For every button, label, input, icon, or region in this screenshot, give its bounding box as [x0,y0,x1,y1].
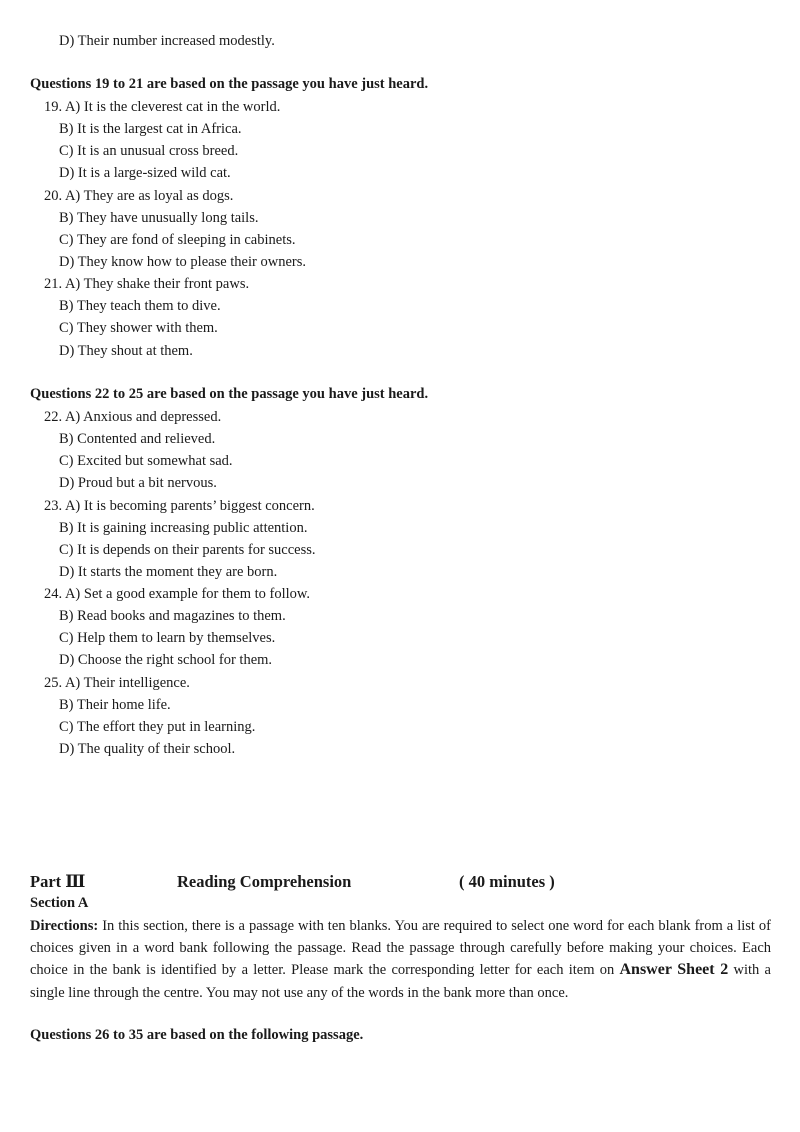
question-23-option-c: C) It is depends on their parents for success. [59,542,316,558]
question-22-option-d: D) Proud but a bit nervous. [59,475,217,491]
question-23-option-d: D) It starts the moment they are born. [59,564,278,580]
question-19-option-d: D) It is a large-sized wild cat. [59,165,231,181]
question-25-option-c: C) The effort they put in learning. [59,719,256,735]
question-23-option-b: B) It is gaining increasing public attention. [59,520,308,536]
section-heading: Section A [30,895,89,911]
question-19-option-b: B) It is the largest cat in Africa. [59,121,242,137]
group1-heading: Questions 19 to 21 are based on the passage you have just heard. [30,76,429,92]
question-19-option-c: C) It is an unusual cross breed. [59,143,239,159]
part-time: ( 40 minutes ) [459,872,555,891]
question-24-option-a: 24. A) Set a good example for them to follow. [44,586,311,602]
passage-heading: Questions 26 to 35 are based on the following passage. [30,1027,364,1043]
question-20-option-b: B) They have unusually long tails. [59,210,259,226]
directions-tail: with a single line through the centre. You may not use any of the words in the bank more than once. [30,962,771,1001]
answer-sheet-label: Answer Sheet 2 [619,961,729,979]
question-25-option-b: B) Their home life. [59,697,171,713]
question-22-option-c: C) Excited but somewhat sad. [59,453,233,469]
question-23-option-a: 23. A) It is becoming parents’ biggest concern. [44,498,315,514]
question-25-option-d: D) The quality of their school. [59,741,236,757]
group2-heading: Questions 22 to 25 are based on the passage you have just heard. [30,386,429,402]
question-24-option-c: C) Help them to learn by themselves. [59,630,276,646]
question-18-option-d: D) Their number increased modestly. [59,33,275,49]
question-20-option-d: D) They know how to please their owners. [59,254,306,270]
part-label: Part Ⅲ [30,872,86,891]
question-20-option-c: C) They are fond of sleeping in cabinets. [59,232,296,248]
question-25-option-a: 25. A) Their intelligence. [44,675,190,691]
question-19-option-a: 19. A) It is the cleverest cat in the world. [44,99,281,115]
question-21-option-b: B) They teach them to dive. [59,298,221,314]
directions-text: In this section, there is a passage with ten blanks. You are required to select one word for each blank from a list of choices given in a word bank following the passage. Read the passage through carefully before making your choices. Each choice in the bank is identified by a letter. Please mark the corresponding letter for each item on [30,918,771,979]
question-22-option-b: B) Contented and relieved. [59,431,216,447]
question-21-option-c: C) They shower with them. [59,320,218,336]
directions-paragraph [30,915,771,1004]
directions-label: Directions: [30,918,99,934]
question-24-option-b: B) Read books and magazines to them. [59,608,286,624]
question-20-option-a: 20. A) They are as loyal as dogs. [44,188,234,204]
part-title: Reading Comprehension [177,872,352,891]
question-24-option-d: D) Choose the right school for them. [59,652,273,668]
question-22-option-a: 22. A) Anxious and depressed. [44,409,222,425]
question-21-option-d: D) They shout at them. [59,343,193,359]
question-21-option-a: 21. A) They shake their front paws. [44,276,250,292]
